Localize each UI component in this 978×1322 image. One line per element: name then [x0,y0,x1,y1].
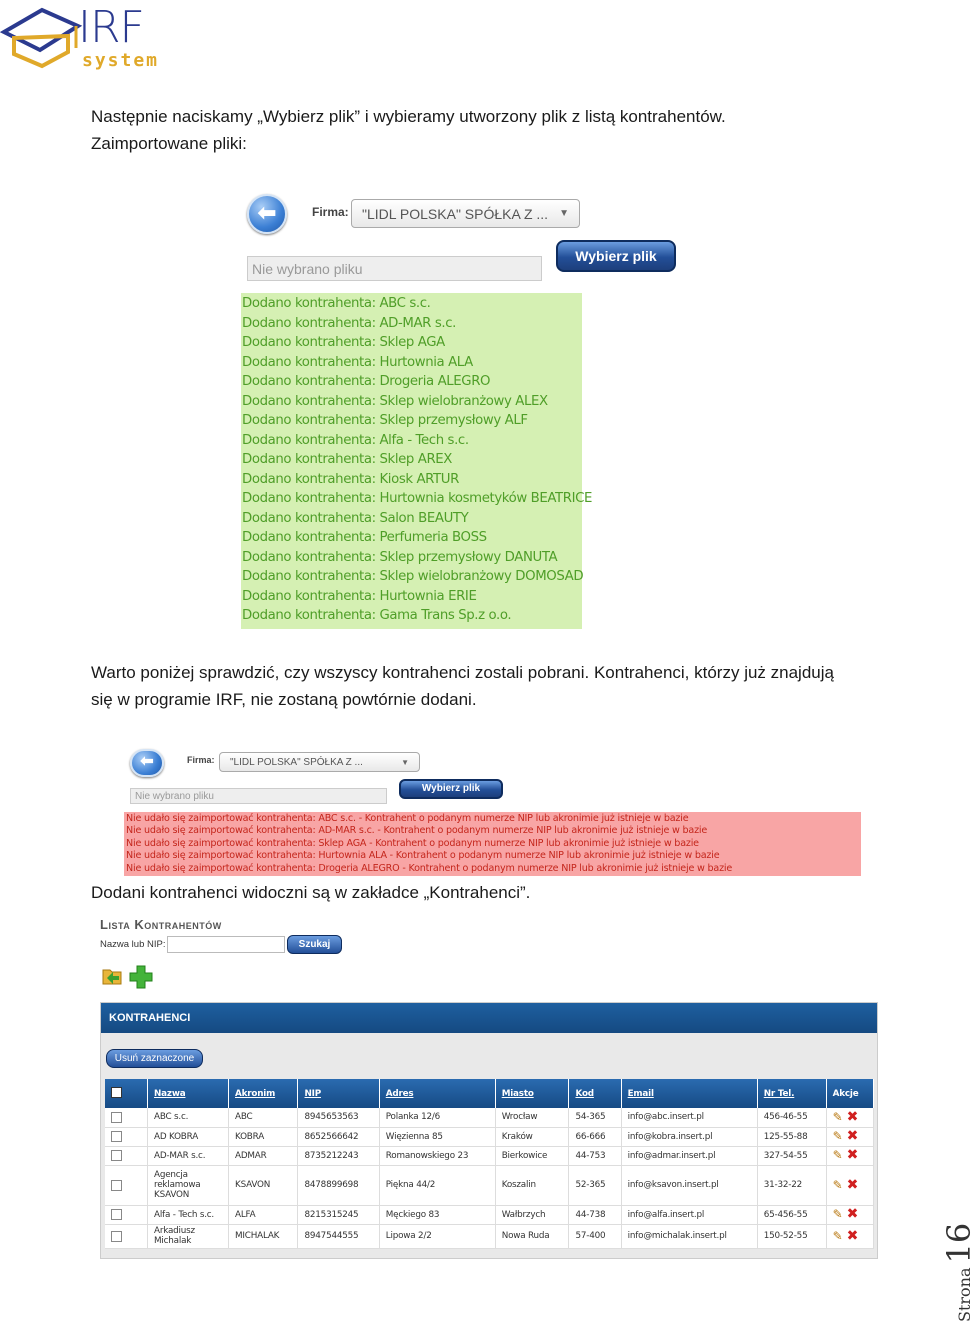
edit-icon[interactable]: ✎ [832,1109,843,1124]
choose-file-button[interactable]: Wybierz plik [399,779,503,799]
firma-select[interactable] [351,199,580,228]
edit-icon[interactable]: ✎ [832,1207,843,1221]
error-message: Nie udało się zaimportować kontrahenta: AD-MAR s.c. - Kontrahent o podanym numerze NIP lub akronimie już istnieje w bazie [126,825,708,837]
cell-email: info@alfa.insert.pl [621,1205,757,1224]
cell-adres: Męckiego 83 [379,1205,495,1224]
cell-kod: 44-753 [569,1146,621,1165]
paragraph-imported: Zaimportowane pliki: [91,134,247,153]
cell-nip: 8652566642 [298,1127,379,1146]
cell-miasto: Bierkowice [495,1146,569,1165]
row-actions [826,1165,873,1205]
col-akronim[interactable]: Akronim [229,1079,298,1108]
success-message: Dodano kontrahenta: Drogeria ALEGRO [242,374,491,389]
success-message: Dodano kontrahenta: Hurtownia ERIE [242,588,477,604]
cell-nazwa: Arkadiusz Michalak [148,1224,229,1248]
row-checkbox[interactable] [105,1205,148,1224]
search-button[interactable]: Szukaj [287,935,342,954]
edit-icon[interactable]: ✎ [832,1148,843,1162]
cell-kod: 54-365 [569,1108,621,1127]
success-message: Dodano kontrahenta: Hurtownia kosmetyków BEATRICE [242,491,593,506]
cell-nazwa: AD-MAR s.c. [148,1146,229,1165]
cell-nr-tel: 456-46-55 [757,1108,826,1127]
error-message: Nie udało się zaimportować kontrahenta: Drogeria ALEGRO - Kontrahent o podanym numerze NIP lub akronimie już istnieje w bazie [126,862,733,874]
error-message: Nie udało się zaimportować kontrahenta: Hurtownia ALA - Kontrahent o podanym numerze NIP lub akronimie już istnieje w bazie [126,850,720,862]
success-message: Dodano kontrahenta: Sklep przemysłowy ALF [242,413,528,428]
list-title: Lista Kontrahentów [100,917,222,932]
back-arrow-icon[interactable]: ⬅ [247,194,287,234]
success-message: Dodano kontrahenta: ABC s.c. [242,296,431,311]
delete-icon[interactable]: ✖ [846,1147,859,1163]
file-name-field: Nie wybrano pliku [130,788,387,804]
table-header-row [105,1079,874,1108]
firma-label: Firma: [312,205,349,219]
cell-miasto: Koszalin [495,1165,569,1205]
cell-adres: Romanowskiego 23 [379,1146,495,1165]
paragraph-check-2: się w programie IRF, nie zostaną powtórnie dodani. [91,690,477,709]
col-nip[interactable]: NIP [298,1079,379,1108]
cell-kod: 44-738 [569,1205,621,1224]
success-message: Dodano kontrahenta: Alfa - Tech s.c. [242,432,469,448]
row-actions [826,1127,873,1146]
cell-adres: Piękna 44/2 [379,1165,495,1205]
cell-miasto: Kraków [495,1127,569,1146]
paragraph-intro: Następnie naciskamy „Wybierz plik” i wybieramy utworzony plik z listą kontrahentów. [91,107,726,126]
row-actions [826,1224,873,1248]
cell-akronim: MICHALAK [229,1224,298,1248]
col-nazwa[interactable]: Nazwa [148,1079,229,1108]
row-actions [826,1205,873,1224]
table-row [105,1205,874,1224]
success-message: Dodano kontrahenta: Hurtownia ALA [242,354,473,370]
cell-nip: 8947544555 [298,1224,379,1248]
col-akcje: Akcje [826,1079,873,1108]
cell-email: info@abc.insert.pl [621,1108,757,1127]
cell-nr-tel: 327-54-55 [757,1146,826,1165]
add-icon[interactable] [128,964,154,995]
cell-akronim: KOBRA [229,1127,298,1146]
contractors-table [105,1079,874,1249]
error-messages [124,812,861,876]
cell-akronim: KSAVON [229,1165,298,1205]
cell-nazwa: AD KOBRA [148,1127,229,1146]
cell-nip: 8945653563 [298,1108,379,1127]
error-message: Nie udało się zaimportować kontrahenta: Sklep AGA - Kontrahent o podanym numerze NIP lub akronimie już istnieje w bazie [126,837,699,849]
cell-adres: Lipowa 2/2 [379,1224,495,1248]
edit-icon[interactable]: ✎ [832,1129,843,1143]
edit-icon[interactable]: ✎ [832,1228,843,1243]
delete-icon[interactable]: ✖ [846,1206,859,1222]
success-message: Dodano kontrahenta: Perfumeria BOSS [242,530,487,545]
cell-akronim: ABC [229,1108,298,1127]
delete-icon[interactable]: ✖ [846,1108,859,1125]
select-all-checkbox[interactable] [105,1079,148,1108]
page-number: 16 [940,1222,978,1264]
page-label: Strona [955,1267,974,1322]
col-miasto[interactable]: Miasto [495,1079,569,1108]
cell-nr-tel: 125-55-88 [757,1127,826,1146]
success-message: Dodano kontrahenta: Salon BEAUTY [242,510,469,526]
table-row [105,1108,874,1127]
back-arrow-icon[interactable]: ⬅ [130,749,164,777]
cell-adres: Polanka 12/6 [379,1108,495,1127]
row-checkbox[interactable] [105,1127,148,1146]
cell-nr-tel: 31-32-22 [757,1165,826,1205]
cell-nr-tel: 150-52-55 [757,1224,826,1248]
cell-miasto: Wrocław [495,1108,569,1127]
choose-file-button[interactable]: Wybierz plik [556,240,676,272]
col-adres[interactable]: Adres [379,1079,495,1108]
cell-akronim: ADMAR [229,1146,298,1165]
cell-nazwa: ABC s.c. [148,1108,229,1127]
cell-nip: 8478899698 [298,1165,379,1205]
panel-title: KONTRAHENCI [101,1003,877,1033]
success-message: Dodano kontrahenta: AD-MAR s.c. [242,315,456,331]
cell-adres: Więzienna 85 [379,1127,495,1146]
row-actions [826,1146,873,1165]
row-checkbox[interactable] [105,1165,148,1205]
table-row [105,1224,874,1248]
table-row [105,1146,874,1165]
success-messages [241,293,593,629]
table-row [105,1127,874,1146]
contractors-panel [100,1002,878,1259]
cell-email: info@michalak.insert.pl [621,1224,757,1248]
row-checkbox[interactable] [105,1146,148,1165]
logo [0,0,160,75]
firma-select-value: "LIDL POLSKA" SPÓŁKA Z ... [230,757,363,768]
firma-select[interactable] [219,752,420,772]
firma-select-value: "LIDL POLSKA" SPÓŁKA Z ... [362,206,549,222]
logo-text: IRF [78,2,144,53]
row-checkbox[interactable] [105,1108,148,1127]
edit-icon[interactable]: ✎ [832,1177,843,1192]
cell-nip: 8735212243 [298,1146,379,1165]
paragraph-check: Warto poniżej sprawdzić, czy wszyscy kontrahenci zostali pobrani. Kontrahenci, którzy już znajdują [91,663,834,682]
success-message: Dodano kontrahenta: Gama Trans Sp.z o.o. [242,608,512,623]
cell-kod: 52-365 [569,1165,621,1205]
cell-email: info@ksavon.insert.pl [621,1165,757,1205]
cell-nazwa: Agencja reklamowa KSAVON [148,1165,229,1205]
search-label: Nazwa lub NIP: [100,939,166,950]
delete-icon[interactable]: ✖ [846,1176,859,1193]
col-kod[interactable]: Kod [569,1079,621,1108]
success-message: Dodano kontrahenta: Sklep wielobranżowy DOMOSAD [242,569,584,584]
col-nr-tel[interactable]: Nr Tel. [757,1079,826,1108]
search-input[interactable] [167,936,285,953]
logo-subtext: system [82,50,160,71]
delete-selected-button[interactable]: Usuń zaznaczone [106,1049,203,1068]
success-message: Dodano kontrahenta: Sklep AREX [242,452,453,467]
cell-email: info@kobra.insert.pl [621,1127,757,1146]
row-checkbox[interactable] [105,1224,148,1248]
file-name-field: Nie wybrano pliku [247,256,542,281]
open-folder-icon[interactable] [101,964,125,993]
firma-label: Firma: [187,755,215,765]
cell-nr-tel: 65-456-55 [757,1205,826,1224]
graduation-cap-icon [2,4,82,68]
col-email[interactable]: Email [621,1079,757,1108]
paragraph-contractors: Dodani kontrahenci widoczni są w zakładce „Kontrahenci”. [91,883,531,902]
page-footer [940,1223,978,1322]
cell-miasto: Wałbrzych [495,1205,569,1224]
error-message: Nie udało się zaimportować kontrahenta: ABC s.c. - Kontrahent o podanym numerze NIP lub akronimie już istnieje w bazie [126,813,689,824]
cell-kod: 66-666 [569,1127,621,1146]
chevron-down-icon: ▼ [401,758,409,767]
delete-icon[interactable]: ✖ [846,1227,859,1244]
cell-akronim: ALFA [229,1205,298,1224]
cell-kod: 57-400 [569,1224,621,1248]
cell-miasto: Nowa Ruda [495,1224,569,1248]
cell-email: info@admar.insert.pl [621,1146,757,1165]
delete-icon[interactable]: ✖ [846,1128,859,1144]
chevron-down-icon: ▼ [559,208,569,219]
success-message: Dodano kontrahenta: Sklep przemysłowy DANUTA [242,549,558,565]
cell-nip: 8215315245 [298,1205,379,1224]
row-actions [826,1108,873,1127]
cell-nazwa: Alfa - Tech s.c. [148,1205,229,1224]
success-message: Dodano kontrahenta: Sklep wielobranżowy ALEX [242,393,548,409]
success-message: Dodano kontrahenta: Kiosk ARTUR [242,471,459,487]
table-row [105,1165,874,1205]
success-message: Dodano kontrahenta: Sklep AGA [242,335,445,350]
